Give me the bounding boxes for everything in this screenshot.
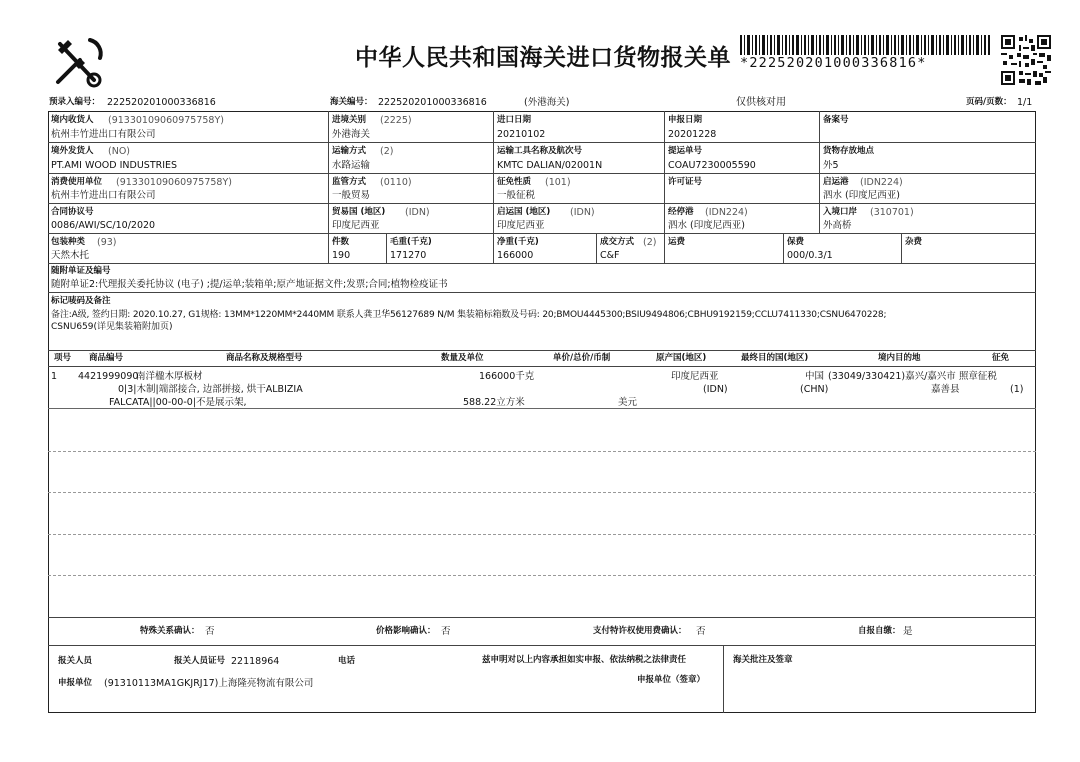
shipper-code: (NO) [108, 146, 130, 157]
import-date-label: 进口日期 [497, 115, 532, 125]
marks-line-2: CSNU659(详见集装箱附加页) [51, 322, 173, 332]
tax-code: (101) [545, 177, 571, 188]
supervision-label: 监管方式 [332, 177, 367, 187]
deal-code: (2) [643, 237, 657, 248]
bl-label: 提运单号 [668, 146, 703, 156]
page-number: 1/1 [1017, 97, 1033, 108]
declarant-no: 22118964 [231, 656, 280, 667]
storage: 外5 [823, 160, 839, 171]
record-no-label: 备案号 [823, 115, 849, 125]
pre-entry-label: 预录入编号： [49, 97, 101, 107]
declarant-no-label: 报关人员证号 [174, 656, 226, 666]
deal: C&F [600, 250, 620, 261]
net-weight-label: 净重(千克) [497, 237, 539, 247]
user-unit-name: 杭州丰竹进出口有限公司 [51, 190, 156, 201]
goods-code: 4421999090 [78, 371, 139, 382]
entry-place-label: 入境口岸 [823, 207, 858, 217]
depart-port-label: 启运港 [823, 177, 849, 187]
package-label: 包装种类 [51, 237, 86, 247]
self-pay-label: 自报自缴： [858, 626, 901, 636]
goods-name-line-2: 0|3|木制|端部接合, 边部拼接, 烘干ALBIZIA [118, 384, 303, 395]
goods-header-qty: 数量及单位 [441, 353, 484, 363]
trade-country-code: (IDN) [405, 207, 430, 218]
license-label: 许可证号 [668, 177, 703, 187]
entry-port-code: (2225) [380, 115, 412, 126]
gross-weight-label: 毛重(千克) [390, 237, 432, 247]
customs-office: (外港海关) [524, 97, 570, 108]
declaring-unit: (91310113MA1GKJRJ17)上海隆亮物流有限公司 [104, 678, 314, 689]
page-label: 页码/页数： [966, 97, 1012, 107]
stop-port-label: 经停港 [668, 207, 694, 217]
goods-header-domestic: 境内目的地 [878, 353, 921, 363]
vessel-label: 运输工具名称及航次号 [497, 146, 583, 156]
goods-header-no: 项号 [54, 353, 72, 363]
form-title: 中华人民共和国海关进口货物报关单 [355, 45, 731, 71]
barcode-text: *222520201000336816* [740, 55, 927, 71]
transport-mode-code: (2) [380, 146, 394, 157]
consignee-code: (91330109060975758Y) [108, 115, 224, 126]
customs-number: 222520201000336816 [378, 97, 487, 108]
shipper-label: 境外发货人 [51, 146, 94, 156]
vessel: KMTC DALIAN/02001N [497, 160, 603, 171]
barcode-icon [740, 35, 990, 55]
trade-country: 印度尼西亚 [332, 220, 380, 231]
consignee-name: 杭州丰竹进出口有限公司 [51, 129, 156, 140]
goods-dest-country: 中国 [805, 371, 825, 382]
contract: 0086/AWI/SC/10/2020 [51, 220, 156, 231]
goods-header-code: 商品编号 [89, 353, 124, 363]
goods-header-dest: 最终目的国(地区) [741, 353, 809, 363]
price-effect: 否 [441, 626, 451, 637]
goods-name-line-1: 南洋楹木厚板材 [136, 371, 203, 382]
goods-header-origin: 原产国(地区) [656, 353, 707, 363]
insurance-label: 保费 [787, 237, 805, 247]
freight-label: 运费 [668, 237, 686, 247]
pre-entry-number: 222520201000336816 [107, 97, 216, 108]
price-effect-label: 价格影响确认： [376, 626, 436, 636]
marks-label: 标记唛码及备注 [51, 296, 111, 306]
special-relation: 否 [205, 626, 215, 637]
stop-port-code: (IDN224) [705, 207, 748, 218]
declare-date-label: 申报日期 [668, 115, 703, 125]
entry-place-code: (310701) [870, 207, 914, 218]
entry-port-label: 进境关别 [332, 115, 367, 125]
goods-dest-code: (CHN) [800, 384, 829, 395]
goods-header-price: 单价/总价/币制 [553, 353, 611, 363]
legal-statement: 兹申明对以上内容承担如实申报、依法纳税之法律责任 [482, 655, 687, 665]
goods-header-exempt: 征免 [992, 353, 1010, 363]
goods-qty-1: 166000千克 [479, 371, 535, 382]
shipper-name: PT.AMI WOOD INDUSTRIES [51, 160, 178, 171]
deal-label: 成交方式 [600, 237, 635, 247]
contract-label: 合同协议号 [51, 207, 94, 217]
qr-code-icon [1001, 35, 1051, 85]
package: 天然木托 [51, 250, 90, 261]
pieces: 190 [332, 250, 351, 261]
bl-number: COAU7230005590 [668, 160, 756, 171]
goods-currency: 美元 [618, 397, 638, 408]
insurance: 000/0.3/1 [787, 250, 833, 261]
import-date: 20210102 [497, 129, 546, 140]
royalty-label: 支付特许权使用费确认： [593, 626, 687, 636]
declare-date: 20201228 [668, 129, 717, 140]
stop-port: 泗水 (印度尼西亚) [668, 220, 745, 231]
marks-line-1: 备注:A级, 签约日期: 2020.10.27, G1规格: 13MM*1220MM*2440MM 联系人龚卫华56127689 N/M 集装箱标箱数及号码: 20;BMOU4445300;BSIU9494806;CBHU9192159;CCLU7411330;CSNU6470228; [51, 310, 887, 320]
customs-no-label: 海关编号： [330, 97, 373, 107]
goods-name-line-3: FALCATA||00-00-0|不是展示架, [109, 397, 247, 408]
gross-weight: 171270 [390, 250, 427, 261]
depart-port: 泗水 (印度尼西亚) [823, 190, 900, 201]
declaration-table [48, 111, 1036, 713]
transport-mode-label: 运输方式 [332, 146, 367, 156]
origin-country-code: (IDN) [570, 207, 595, 218]
self-pay: 是 [903, 626, 913, 637]
supervision: 一般贸易 [332, 190, 371, 201]
net-weight: 166000 [497, 250, 534, 261]
unit-signature: 申报单位（签章） [637, 675, 706, 685]
goods-origin-code: (IDN) [703, 384, 728, 395]
goods-exempt: (1) [1010, 384, 1024, 395]
pieces-label: 件数 [332, 237, 350, 247]
phone-label: 电话 [338, 656, 356, 666]
customs-approval: 海关批注及签章 [733, 655, 793, 665]
goods-origin: 印度尼西亚 [671, 371, 719, 382]
origin-country: 印度尼西亚 [497, 220, 545, 231]
customs-emblem-icon [50, 36, 108, 90]
unit-label: 申报单位 [58, 678, 93, 688]
goods-domestic-line-2: 嘉善县 [931, 384, 960, 395]
misc-label: 杂费 [905, 237, 923, 247]
supervision-code: (0110) [380, 177, 412, 188]
consignee-label: 境内收货人 [51, 115, 94, 125]
declarant-label: 报关人员 [58, 656, 93, 666]
depart-port-code: (IDN224) [860, 177, 903, 188]
transport-mode: 水路运输 [332, 160, 371, 171]
package-code: (93) [97, 237, 117, 248]
storage-label: 货物存放地点 [823, 146, 875, 156]
entry-port: 外港海关 [332, 129, 371, 140]
verify-note: 仅供核对用 [736, 97, 786, 108]
docs: 随附单证2:代理报关委托协议 (电子) ;提/运单;装箱单;原产地证据文件;发票;合同;植物检疫证书 [51, 279, 448, 290]
royalty: 否 [696, 626, 706, 637]
goods-no: 1 [51, 371, 58, 382]
entry-place: 外高桥 [823, 220, 852, 231]
user-unit-code: (91330109060975758Y) [116, 177, 232, 188]
tax-label: 征免性质 [497, 177, 532, 187]
docs-label: 随附单证及编号 [51, 266, 111, 276]
tax: 一般征税 [497, 190, 536, 201]
trade-country-label: 贸易国 (地区) [332, 207, 386, 217]
goods-qty-2: 588.22立方米 [463, 397, 525, 408]
goods-header-name: 商品名称及规格型号 [226, 353, 303, 363]
origin-country-label: 启运国 (地区) [497, 207, 551, 217]
goods-domestic: (33049/330421)嘉兴/嘉兴市 照章征税 [828, 371, 997, 382]
special-relation-label: 特殊关系确认： [140, 626, 200, 636]
user-unit-label: 消费使用单位 [51, 177, 103, 187]
